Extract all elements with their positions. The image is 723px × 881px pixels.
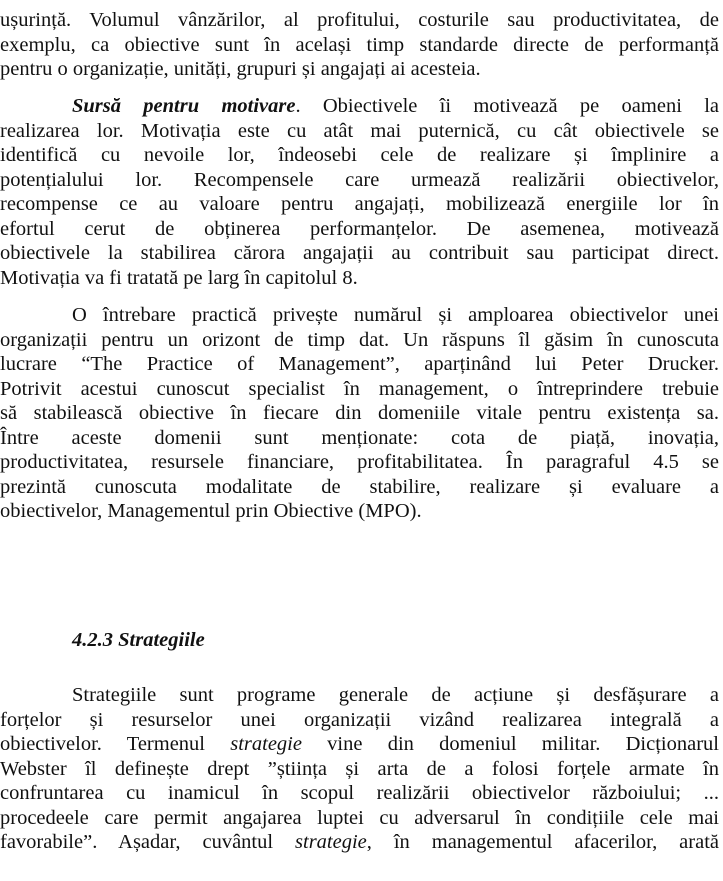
text-line: procedeele care permit angajarea luptei cu adversarul în condițiile cele mai: [0, 807, 719, 829]
text-line: potențialului lor. Recompensele care urmează realizării obiectivelor,: [0, 169, 719, 191]
text-line: [0, 830, 719, 854]
text-line: productivitatea, resursele financiare, profitabilitatea. În paragraful 4.5 se: [0, 451, 719, 473]
text-line: recompense ce au valoare pentru angajați, mobilizează energiile lor în: [0, 193, 719, 215]
text-line: să stabilească obiective în fiecare din domeniile vitale pentru existența sa.: [0, 402, 719, 424]
text-line: Webster îl definește drept ”știința și arta de a folosi forțele armate în: [0, 758, 719, 780]
text-line: realizarea lor. Motivația este cu atât mai puternică, cu cât obiectivele se: [0, 120, 719, 142]
text-run: obiectivelor. Termenul: [0, 733, 231, 755]
text-line: ușurință. Volumul vânzărilor, al profitului, costurile sau productivitatea, de: [0, 9, 719, 31]
lead-term: Sursă pentru motivare: [72, 95, 296, 117]
text-line: [0, 732, 719, 756]
text-line: Strategiile sunt programe generale de acțiune și desfășurare a: [72, 684, 719, 706]
text-line: O întrebare practică privește numărul și amploarea obiectivelor unei: [72, 304, 719, 326]
text-line: Potrivit acestui cunoscut specialist în management, o întreprindere trebuie: [0, 378, 719, 400]
emphasized-term: strategie: [230, 733, 302, 755]
text-line: exemplu, ca obiective sunt în același timp standarde directe de performanță: [0, 34, 719, 56]
text-line: forțelor și resurselor unei organizații vizând realizarea integrală a: [0, 709, 719, 731]
text-line: lucrare “The Practice of Management”, aparținând lui Peter Drucker.: [0, 353, 719, 375]
text-line: confruntarea cu inamicul în scopul realizării obiectivelor războiului; ...: [0, 782, 719, 804]
text-run: favorabile”. Așadar, cuvântul: [0, 831, 296, 853]
text-line: Între aceste domenii sunt menționate: cota de piață, inovația,: [0, 427, 719, 449]
text-run: vine din domeniul militar. Dicționarul: [301, 733, 719, 755]
text-line: efortul cerut de obținerea performanțelor. De asemenea, motivează: [0, 218, 719, 240]
text-run: , în managementul afacerilor, arată: [366, 831, 719, 853]
text-line: prezintă cunoscuta modalitate de stabilire, realizare și evaluare a: [0, 476, 719, 498]
section-heading: 4.2.3 Strategiile: [72, 629, 205, 651]
text-line: [72, 94, 719, 118]
text-line: pentru o organizație, unități, grupuri și angajați ai acesteia.: [0, 58, 481, 80]
text-run: . Obiectivele îi motivează pe oameni la: [295, 95, 719, 117]
text-line: identifică cu nevoile lor, îndeosebi cele de realizare și împlinire a: [0, 144, 719, 166]
text-line: organizații pentru un orizont de timp dat. Un răspuns îl găsim în cunoscuta: [0, 329, 719, 351]
text-line: Motivația va fi tratată pe larg în capitolul 8.: [0, 267, 358, 289]
text-line: obiectivelor, Managementul prin Obiective (MPO).: [0, 500, 422, 522]
emphasized-term: strategie: [295, 831, 367, 853]
text-line: obiectivele la stabilirea cărora angajații au contribuit sau participat direct.: [0, 242, 719, 264]
